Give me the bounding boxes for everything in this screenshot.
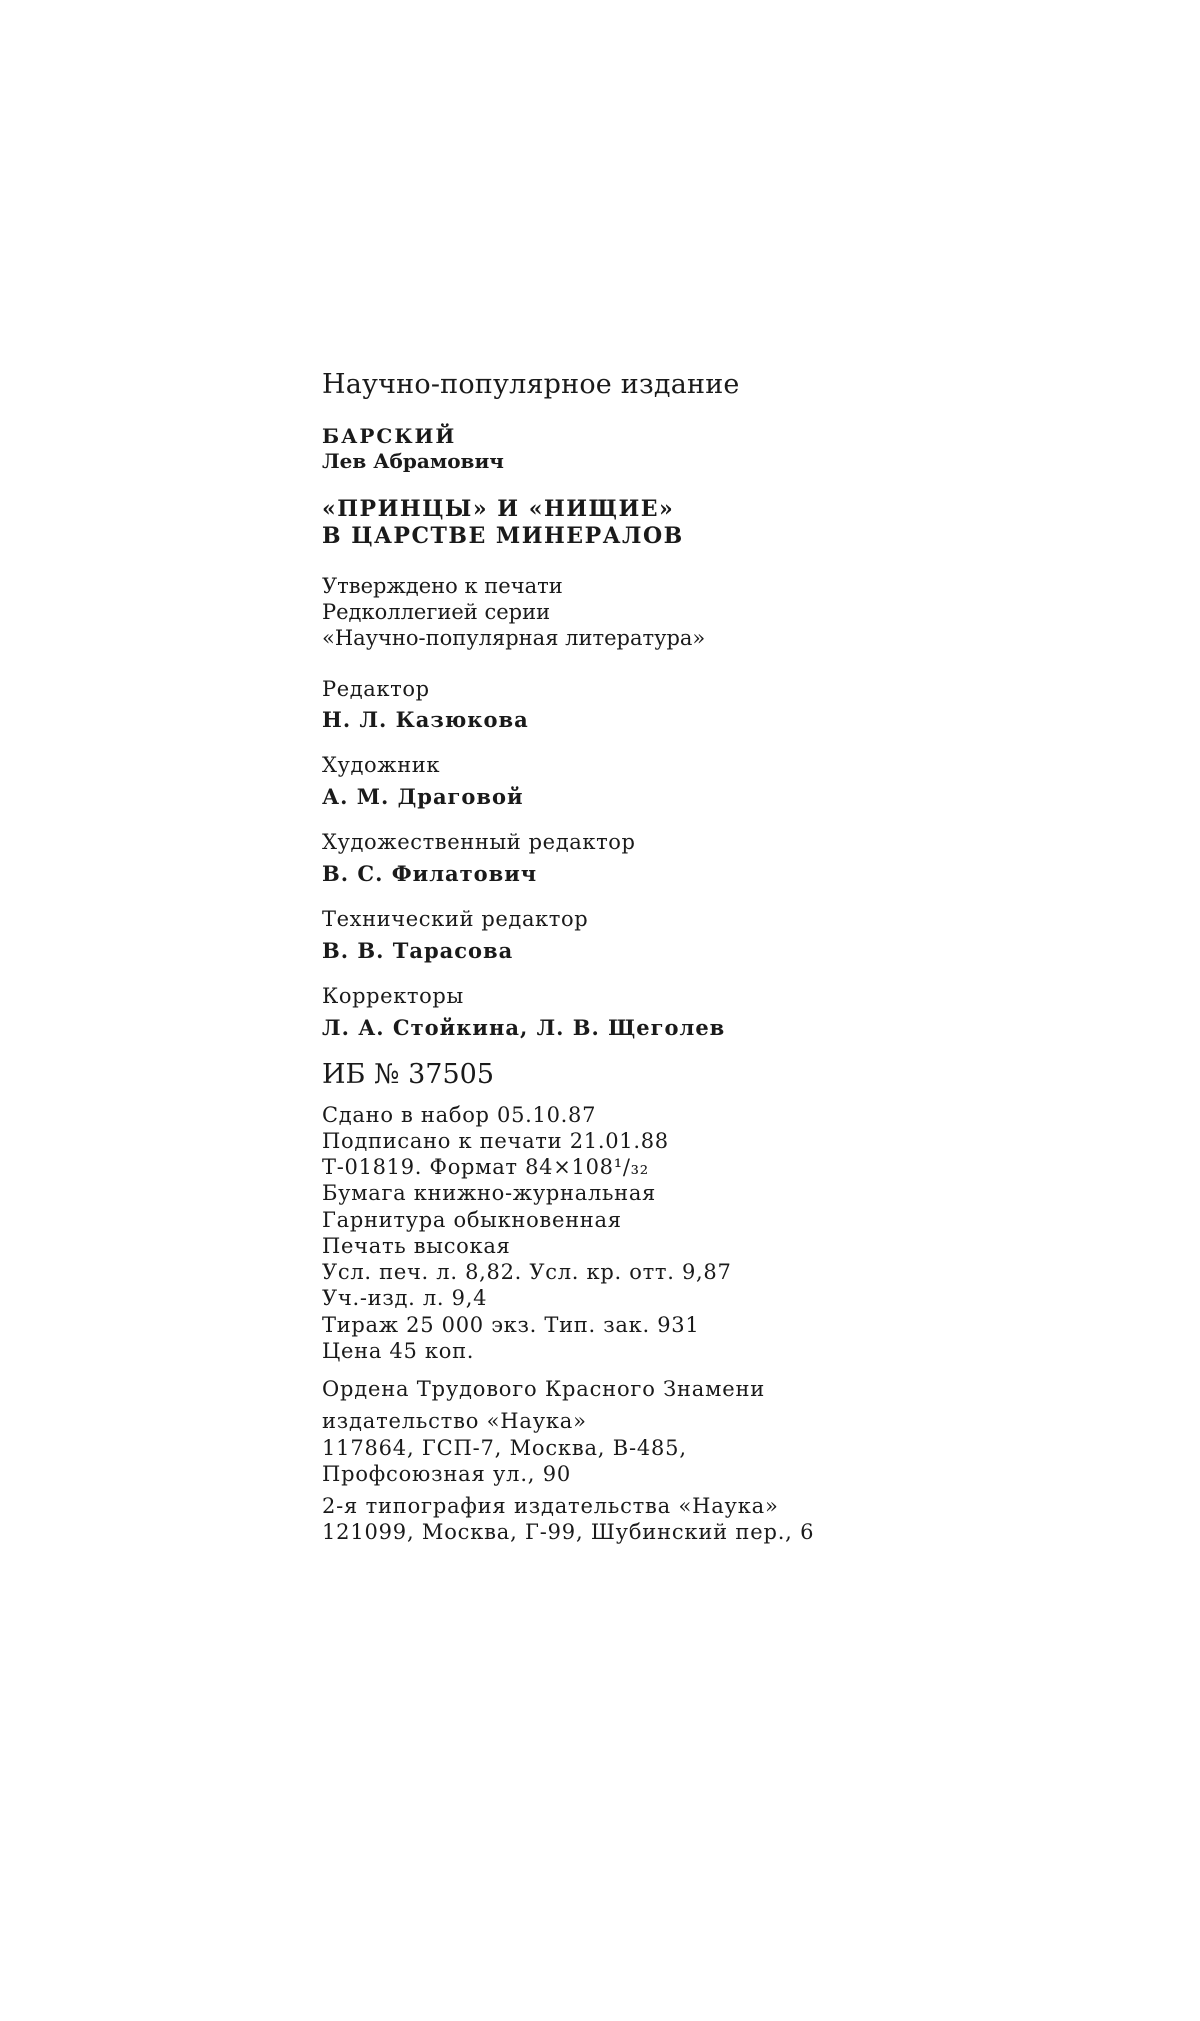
credit-names-technical-editor: В. В. Тарасова [322, 937, 514, 963]
book-title-line-2: В ЦАРСТВЕ МИНЕРАЛОВ [322, 523, 684, 550]
credit-role-editor: Редактор [322, 676, 430, 701]
ib-number: ИБ № 37505 [322, 1058, 494, 1090]
imprint-line: Печать высокая [322, 1233, 511, 1258]
publisher-line-4: Профсоюзная ул., 90 [322, 1461, 572, 1486]
imprint-line: Т-01819. Формат 84×108¹/₃₂ [322, 1155, 649, 1180]
credit-names-editor: Н. Л. Казюкова [322, 707, 529, 732]
book-title [322, 496, 1082, 551]
imprint-line: Тираж 25 000 экз. Тип. зак. 931 [322, 1312, 700, 1337]
credit-names-proofreaders: Л. А. Стойкина, Л. В. Щеголев [322, 1014, 726, 1040]
approval-line-3: «Научно-популярная литература» [322, 626, 706, 651]
publisher-line-3: 117864, ГСП-7, Москва, В-485, [322, 1435, 687, 1460]
imprint-line: Уч.-изд. л. 9,4 [322, 1286, 488, 1311]
imprint-line: Бумага книжно-журнальная [322, 1181, 656, 1206]
imprint-line: Усл. печ. л. 8,82. Усл. кр. отт. 9,87 [322, 1260, 732, 1285]
credit-role-artist: Художник [322, 753, 441, 778]
printer-line-1: 2-я типография издательства «Наука» [322, 1494, 779, 1519]
imprint-details [322, 1102, 1082, 1365]
approval-line-1: Утверждено к печати [322, 573, 563, 598]
printer-line-2: 121099, Москва, Г-99, Шубинский пер., 6 [322, 1520, 815, 1545]
credit-names-artist: А. М. Драговой [322, 783, 524, 809]
book-title-line-1: «ПРИНЦЫ» И «НИЩИЕ» [322, 495, 675, 522]
colophon [322, 368, 1082, 1546]
credit-role-technical-editor: Технический редактор [322, 907, 589, 932]
credit-names-art-editor: В. С. Филатович [322, 860, 538, 886]
printer-info [322, 1493, 1082, 1546]
author-surname: БАРСКИЙ [322, 423, 457, 448]
publication-genre: Научно-популярное издание [322, 369, 740, 400]
publisher-line-1: Ордена Трудового Красного Знамени [322, 1377, 766, 1402]
credit-role-art-editor: Художественный редактор [322, 830, 636, 855]
author-given-name: Лев Абрамович [322, 448, 504, 473]
imprint-line: Цена 45 коп. [322, 1338, 475, 1363]
imprint-line: Сдано в набор 05.10.87 [322, 1102, 597, 1127]
approval-note [322, 573, 1082, 652]
credit-role-proofreaders: Корректоры [322, 984, 464, 1009]
imprint-line: Гарнитура обыкновенная [322, 1207, 622, 1232]
imprint-line: Подписано к печати 21.01.88 [322, 1128, 669, 1153]
publisher-info [322, 1376, 1082, 1487]
approval-line-2: Редколлегией серии [322, 600, 551, 624]
credits [322, 674, 1082, 1042]
publisher-line-2: издательство «Наука» [322, 1409, 587, 1434]
author-block [322, 424, 1082, 474]
